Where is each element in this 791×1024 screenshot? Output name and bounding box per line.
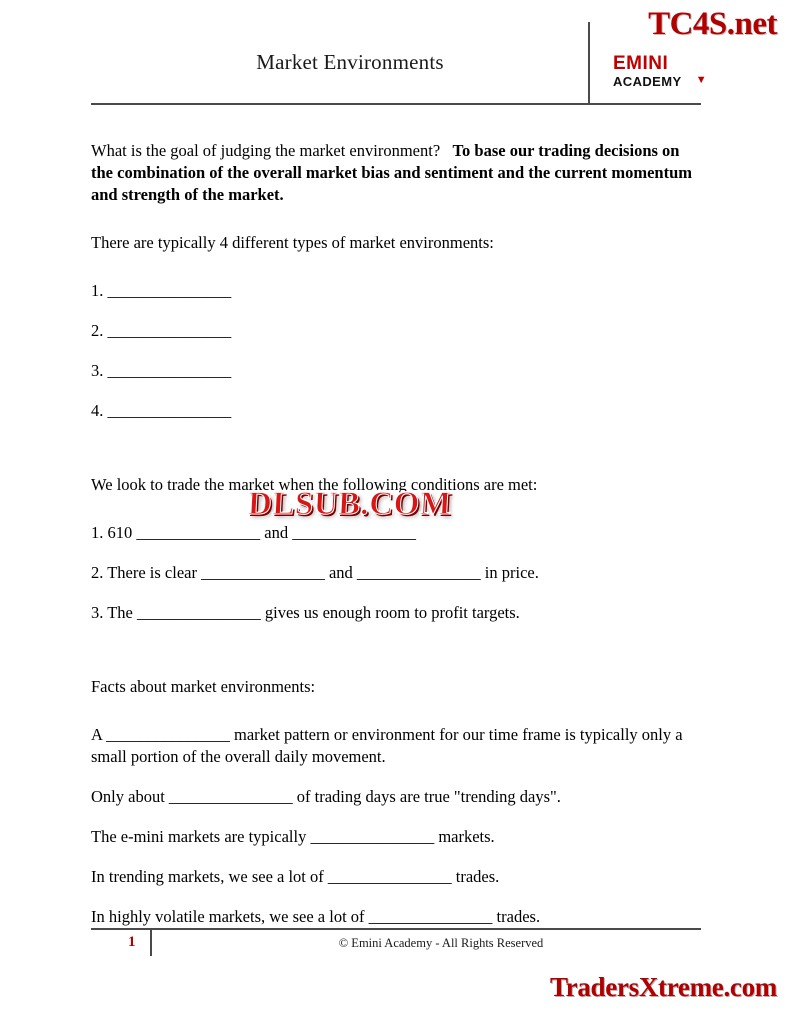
goal-question-answer: To base our trading decisions on the combination of the overall market bias and sentiment and the current momentum and strength of the market.: [91, 141, 692, 204]
footer-divider-tick: [150, 930, 152, 956]
page-title: Market Environments: [256, 50, 444, 74]
watermark-dlsub: DLSUB.COM: [247, 486, 453, 522]
fact-item-4: In trending markets, we see a lot of _______________ trades.: [91, 867, 500, 886]
emini-logo-sub: [613, 74, 707, 89]
types-item-4: 4. _______________: [91, 401, 232, 420]
conditions-item-1: 1. 610 _______________ and _______________: [91, 523, 416, 542]
brand-tradersxtreme-logo: TradersXtreme.com: [549, 972, 777, 1002]
page-header: [0, 0, 791, 112]
fact-item-3: The e-mini markets are typically _______________ markets.: [91, 827, 495, 846]
facts-heading: Facts about market environments:: [91, 677, 316, 696]
types-item-3: 3. _______________: [91, 361, 232, 380]
types-intro: There are typically 4 different types of market environments:: [91, 233, 494, 252]
conditions-item-3: 3. The _______________ gives us enough room to profit targets.: [91, 603, 520, 622]
fact-item-1: A _______________ market pattern or environment for our time frame is typically only a small portion of the overall daily movement.: [91, 725, 683, 766]
types-item-2: 2. _______________: [91, 321, 232, 340]
triangle-icon: ▼: [695, 74, 707, 86]
document-body: [91, 140, 701, 928]
fact-item-5: In highly volatile markets, we see a lot of _______________ trades.: [91, 907, 541, 926]
emini-logo-main: EMINI: [613, 53, 669, 74]
goal-question-block: [91, 140, 701, 206]
header-divider-tick: [588, 22, 590, 104]
types-item-1: 1. _______________: [91, 281, 232, 300]
conditions-intro: We look to trade the market when the following conditions are met:: [91, 475, 538, 494]
footer-copyright: © Emini Academy - All Rights Reserved: [338, 936, 544, 950]
fact-item-2: Only about _______________ of trading days are true "trending days".: [91, 787, 561, 806]
footer-divider: [91, 928, 701, 930]
page-number: 1: [128, 934, 136, 950]
goal-question-prompt: What is the goal of judging the market environment?: [91, 141, 441, 160]
conditions-item-2: 2. There is clear _______________ and _______________ in price.: [91, 563, 539, 582]
emini-academy-logo: [613, 53, 707, 89]
emini-logo-sub-text: ACADEMY: [613, 74, 682, 89]
header-divider: [91, 103, 701, 105]
brand-tc4s-logo: TC4S.net: [648, 6, 777, 42]
